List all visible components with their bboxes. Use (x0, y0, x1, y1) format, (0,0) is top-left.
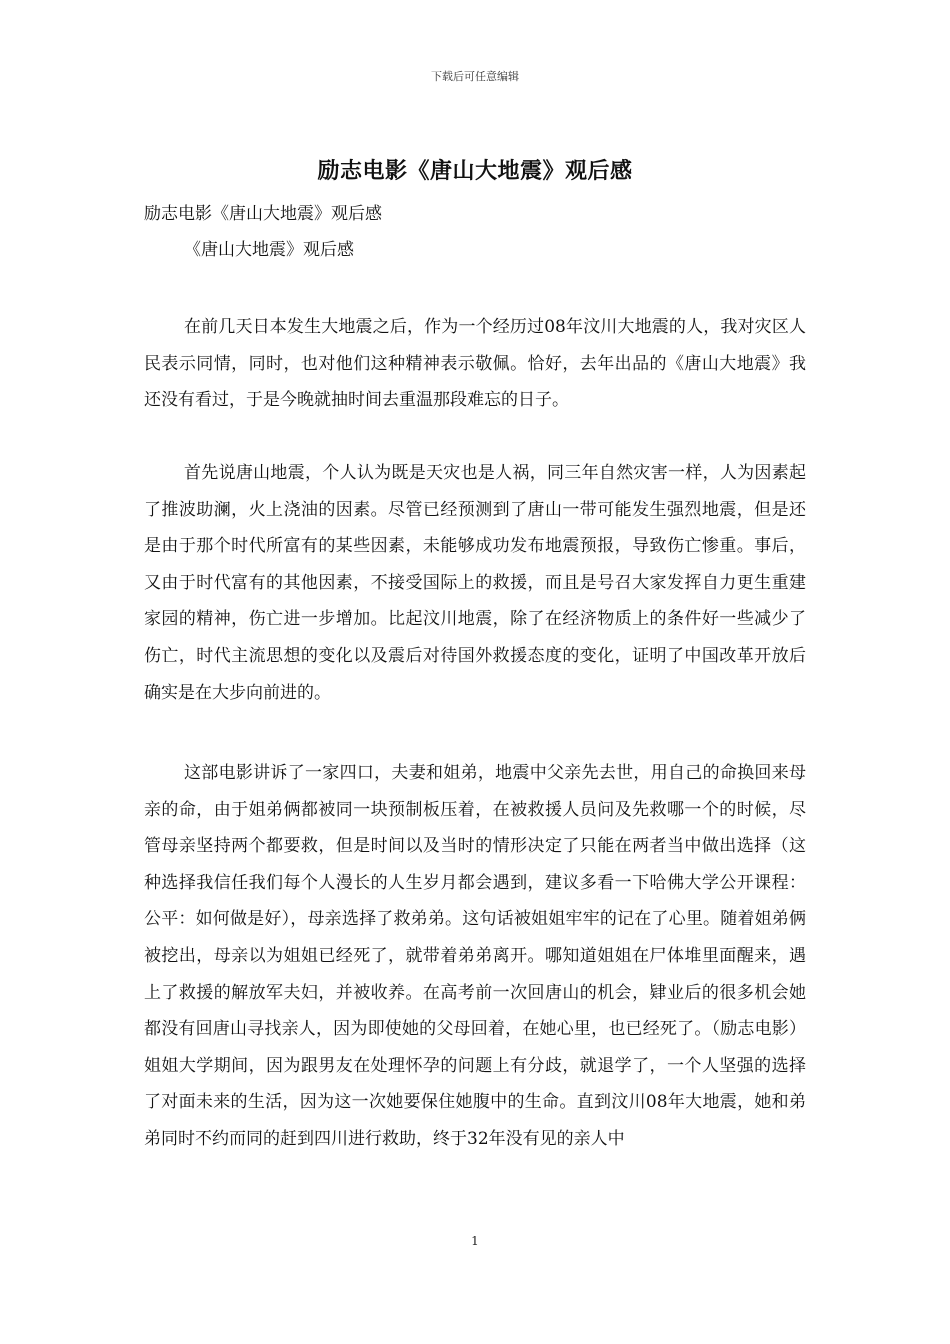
document-subtitle-1: 励志电影《唐山大地震》观后感 (144, 204, 382, 224)
body-paragraph-3: 这部电影讲诉了一家四口，夫妻和姐弟，地震中父亲先去世，用自己的命换回来母亲的命，由于姐弟俩都被同一块预制板压着，在被救援人员问及先救哪一个的时候，尽管母亲坚持两个都要救，但是时间以及当时的情形决定了只能在两者当中做出选择（这种选择我信任我们每个人漫长的人生岁月都会遇到，建议多看一下哈佛大学公开课程：公平：如何做是好），母亲选择了救弟弟。这句话被姐姐牢牢的记在了心里。随着姐弟俩被挖出，母亲以为姐姐已经死了，就带着弟弟离开。哪知道姐姐在尸体堆里面醒来，遇上了救援的解放军夫妇，并被收养。在高考前一次回唐山的机会，肄业后的很多机会她都没有回唐山寻找亲人，因为即使她的父母回着，在她心里，也已经死了。（励志电影）姐姐大学期间，因为跟男友在处理怀孕的问题上有分歧，就退学了，一个人坚强的选择了对面未来的生活，因为这一次她要保住她腹中的生命。直到汶川08年大地震，她和弟弟同时不约而同的赶到四川进行救助，终于32年没有见的亲人中 (144, 763, 806, 1149)
page-number: 1 (471, 1234, 479, 1248)
document-subtitle-2: 《唐山大地震》观后感 (184, 240, 354, 260)
document-title: 励志电影《唐山大地震》观后感 (317, 158, 633, 184)
header-note: 下载后可任意编辑 (431, 70, 519, 83)
body-paragraph-1: 在前几天日本发生大地震之后，作为一个经历过08年汶川大地震的人，我对灾区人民表示同情，同时，也对他们这种精神表示敬佩。恰好，去年出品的《唐山大地震》我还没有看过，于是今晚就抽时间去重温那段难忘的日子。 (144, 317, 806, 411)
body-paragraph-2: 首先说唐山地震，个人认为既是天灾也是人祸，同三年自然灾害一样，人为因素起了推波助澜，火上浇油的因素。尽管已经预测到了唐山一带可能发生强烈地震，但是还是由于那个时代所富有的某些因素，未能够成功发布地震预报，导致伤亡惨重。事后，又由于时代富有的其他因素，不接受国际上的救援，而且是号召大家发挥自力更生重建家园的精神，伤亡进一步增加。比起汶川地震，除了在经济物质上的条件好一些减少了伤亡，时代主流思想的变化以及震后对待国外救援态度的变化，证明了中国改革开放后确实是在大步向前进的。 (144, 463, 806, 703)
